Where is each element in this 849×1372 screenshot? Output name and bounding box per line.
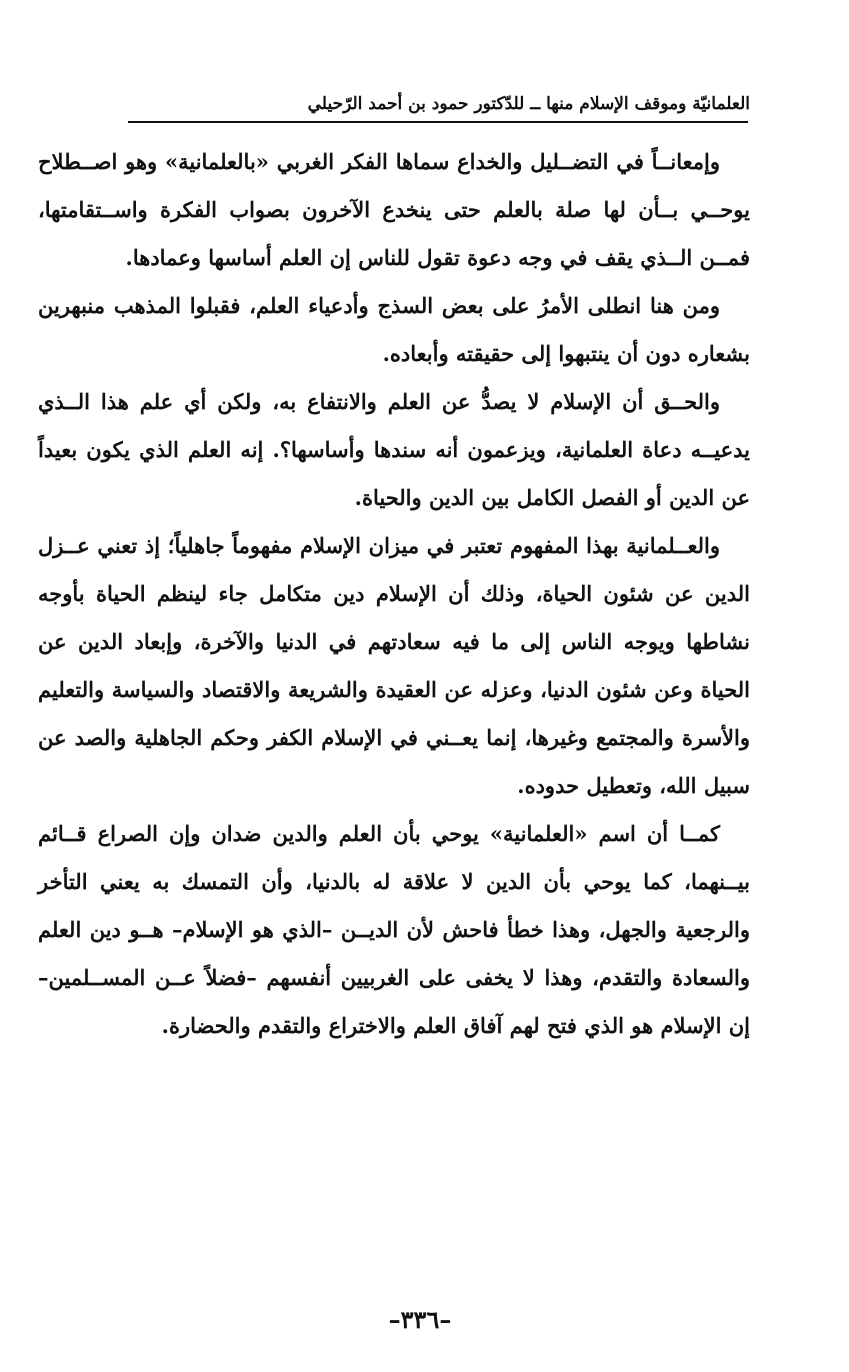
page-number: –٣٣٦– [388,1305,452,1334]
header-rule [128,121,748,123]
body-text [38,138,750,1050]
paragraph-1: وإمعانــاً في التضــليل والخداع سماها الفكر الغربي «بالعلمانية» وهو اصــطلاح يوحــي بــأن لها صلة بالعلم حتى ينخدع الآخرون بصواب الفكرة واســتقامتها، فمــن الــذي يقف في وجه دعوة تقول للناس إن العلم أساسها وعمادها. [38,149,750,270]
paragraph-2: ومن هنا انطلى الأمرُ على بعض السذج وأدعياء العلم، فقبلوا المذهب منبهرين بشعاره دون أن ينتبهوا إلى حقيقته وأبعاده. [38,293,750,366]
paragraph-4: والعــلمانية بهذا المفهوم تعتبر في ميزان الإسلام مفهوماً جاهلياً؛ إذ تعني عــزل الدين عن شئون الحياة، وذلك أن الإسلام دين متكامل جاء لينظم الحياة بأوجه نشاطها ويوجه الناس إلى ما فيه سعادتهم في الدنيا والآخرة، وإبعاد الدين عن الحياة وعن شئون الدنيا، وعزله عن العقيدة والشريعة والاقتصاد والسياسة والتعليم والأسرة والمجتمع وغيرها، إنما يعــني في الإسلام الكفر وحكم الجاهلية والصد عن سبيل الله، وتعطيل حدوده. [38,533,750,798]
paragraph-5: كمــا أن اسم «العلمانية» يوحي بأن العلم والدين ضدان وإن الصراع قــائم بيــنهما، كما يوحي بأن الدين لا علاقة له بالدنيا، وأن التمسك به يعني التأخر والرجعية والجهل، وهذا خطأ فاحش لأن الديــن –الذي هو الإسلام– هــو دين العلم والسعادة والتقدم، وهذا لا يخفى على الغربيين أنفسهم –فضلاً عــن المســلمين– إن الإسلام هو الذي فتح لهم آفاق العلم والاختراع والتقدم والحضارة. [38,821,750,1038]
paragraph-3: والحــق أن الإسلام لا يصدُّ عن العلم والانتفاع به، ولكن أي علم هذا الــذي يدعيــه دعاة العلمانية، ويزعمون أنه سندها وأساسها؟. إنه العلم الذي يكون بعيداً عن الدين أو الفصل الكامل بين الدين والحياة. [38,389,750,510]
running-header: العلمانيّة وموقف الإسلام منها ــ للدّكتور حمود بن أحمد الرّحيلي [307,94,750,114]
